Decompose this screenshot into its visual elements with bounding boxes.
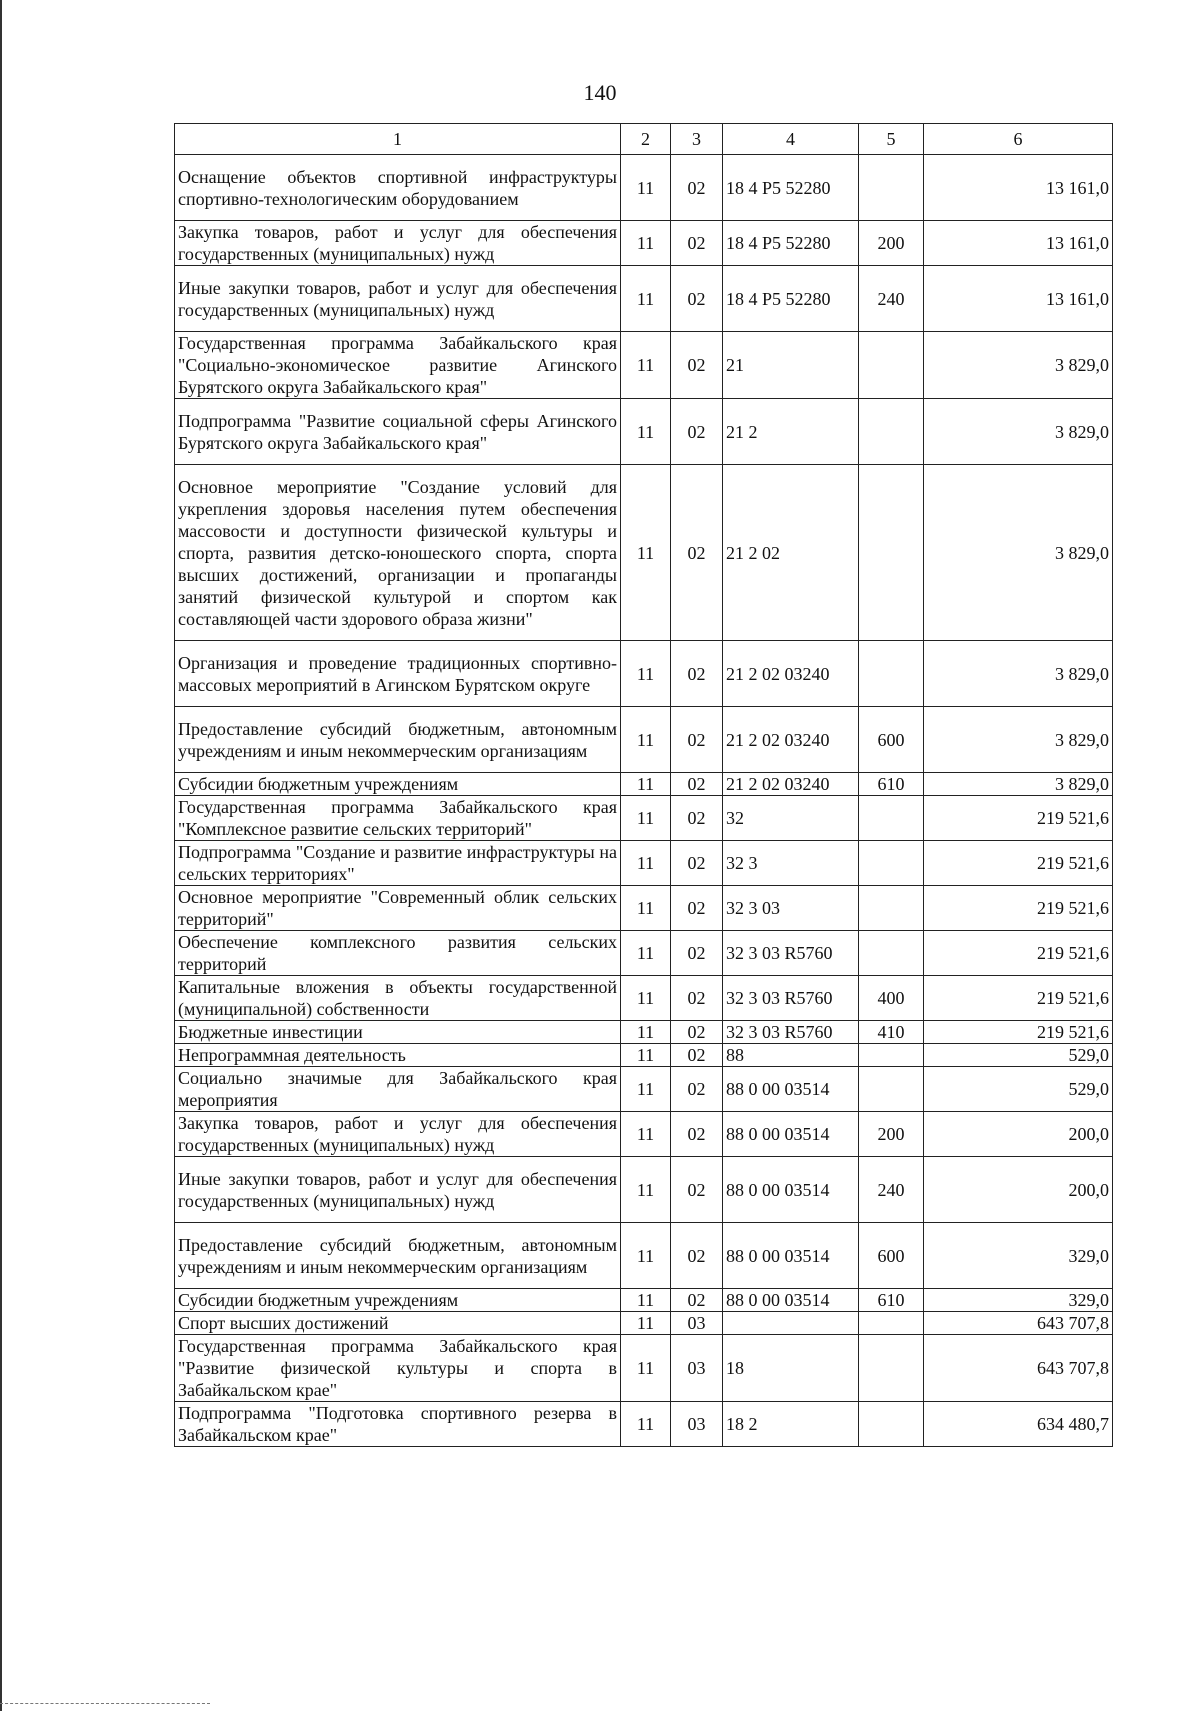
- table-row: [175, 931, 1113, 976]
- table-row: [175, 707, 1113, 773]
- row-expense-type-cell: 410: [859, 1021, 924, 1044]
- row-amount-cell: 13 161,0: [924, 266, 1113, 332]
- row-expense-type-cell: 600: [859, 707, 924, 773]
- row-amount-cell: 219 521,6: [924, 931, 1113, 976]
- row-section-cell: 11: [621, 1021, 671, 1044]
- table-row: [175, 155, 1113, 221]
- row-name-cell: Субсидии бюджетным учреждениям: [175, 773, 621, 796]
- row-subsection-cell: 02: [671, 1044, 723, 1067]
- row-section-cell: 11: [621, 221, 671, 266]
- row-section-cell: 11: [621, 931, 671, 976]
- row-expense-type-cell: 600: [859, 1223, 924, 1289]
- row-expense-type-cell: [859, 1044, 924, 1067]
- table-row: [175, 886, 1113, 931]
- row-target-code-cell: [723, 1312, 859, 1335]
- row-name-cell: Подпрограмма "Развитие социальной сферы Агинского Бурятского округа Забайкальского края": [175, 399, 621, 465]
- row-name-cell: Иные закупки товаров, работ и услуг для обеспечения государственных (муниципальных) нужд: [175, 1157, 621, 1223]
- row-target-code-cell: 21 2 02 03240: [723, 641, 859, 707]
- row-section-cell: 11: [621, 1067, 671, 1112]
- row-name-cell: Государственная программа Забайкальского края "Комплексное развитие сельских территорий": [175, 796, 621, 841]
- row-target-code-cell: 21 2 02 03240: [723, 707, 859, 773]
- row-subsection-cell: 02: [671, 1289, 723, 1312]
- row-subsection-cell: 02: [671, 1112, 723, 1157]
- row-target-code-cell: 18 4 P5 52280: [723, 155, 859, 221]
- table-row: [175, 976, 1113, 1021]
- row-amount-cell: 529,0: [924, 1044, 1113, 1067]
- row-expense-type-cell: [859, 841, 924, 886]
- row-amount-cell: 634 480,7: [924, 1402, 1113, 1447]
- table-row: [175, 1289, 1113, 1312]
- row-target-code-cell: 88 0 00 03514: [723, 1157, 859, 1223]
- row-subsection-cell: 02: [671, 1067, 723, 1112]
- row-name-cell: Спорт высших достижений: [175, 1312, 621, 1335]
- row-amount-cell: 13 161,0: [924, 155, 1113, 221]
- row-name-cell: Предоставление субсидий бюджетным, автономным учреждениям и иным некоммерческим организациям: [175, 1223, 621, 1289]
- row-subsection-cell: 02: [671, 886, 723, 931]
- row-subsection-cell: 02: [671, 399, 723, 465]
- column-header-1: 1: [175, 124, 621, 155]
- row-target-code-cell: 18: [723, 1335, 859, 1402]
- row-section-cell: 11: [621, 1335, 671, 1402]
- row-target-code-cell: 32 3 03 R5760: [723, 931, 859, 976]
- row-name-cell: Иные закупки товаров, работ и услуг для обеспечения государственных (муниципальных) нужд: [175, 266, 621, 332]
- row-expense-type-cell: 400: [859, 976, 924, 1021]
- row-expense-type-cell: [859, 886, 924, 931]
- row-section-cell: 11: [621, 465, 671, 641]
- row-amount-cell: 200,0: [924, 1112, 1113, 1157]
- row-target-code-cell: 88 0 00 03514: [723, 1067, 859, 1112]
- table-row: [175, 1335, 1113, 1402]
- row-subsection-cell: 02: [671, 266, 723, 332]
- table-row: [175, 1112, 1113, 1157]
- row-target-code-cell: 88: [723, 1044, 859, 1067]
- row-amount-cell: 219 521,6: [924, 1021, 1113, 1044]
- column-header-5: 5: [859, 124, 924, 155]
- column-header-6: 6: [924, 124, 1113, 155]
- row-amount-cell: 219 521,6: [924, 796, 1113, 841]
- row-name-cell: Предоставление субсидий бюджетным, автономным учреждениям и иным некоммерческим организациям: [175, 707, 621, 773]
- row-subsection-cell: 02: [671, 1021, 723, 1044]
- row-expense-type-cell: 240: [859, 266, 924, 332]
- row-section-cell: 11: [621, 841, 671, 886]
- row-name-cell: Основное мероприятие "Современный облик сельских территорий": [175, 886, 621, 931]
- row-section-cell: 11: [621, 266, 671, 332]
- table-row: [175, 1312, 1113, 1335]
- row-amount-cell: 643 707,8: [924, 1312, 1113, 1335]
- table-row: [175, 266, 1113, 332]
- row-section-cell: 11: [621, 1312, 671, 1335]
- header-row: [175, 124, 1113, 155]
- row-amount-cell: 219 521,6: [924, 976, 1113, 1021]
- row-section-cell: 11: [621, 1223, 671, 1289]
- row-subsection-cell: 02: [671, 221, 723, 266]
- row-name-cell: Подпрограмма "Подготовка спортивного резерва в Забайкальском крае": [175, 1402, 621, 1447]
- row-name-cell: Организация и проведение традиционных спортивно-массовых мероприятий в Агинском Бурятском округе: [175, 641, 621, 707]
- row-subsection-cell: 02: [671, 773, 723, 796]
- row-subsection-cell: 03: [671, 1312, 723, 1335]
- row-expense-type-cell: [859, 1402, 924, 1447]
- row-amount-cell: 219 521,6: [924, 841, 1113, 886]
- row-subsection-cell: 02: [671, 332, 723, 399]
- row-expense-type-cell: [859, 1312, 924, 1335]
- row-expense-type-cell: [859, 931, 924, 976]
- row-name-cell: Государственная программа Забайкальского края "Развитие физической культуры и спорта в Забайкальском крае": [175, 1335, 621, 1402]
- row-expense-type-cell: [859, 155, 924, 221]
- table-row: [175, 1044, 1113, 1067]
- table-row: [175, 641, 1113, 707]
- row-target-code-cell: 21 2: [723, 399, 859, 465]
- row-target-code-cell: 21: [723, 332, 859, 399]
- row-name-cell: Оснащение объектов спортивной инфраструктуры спортивно-технологическим оборудованием: [175, 155, 621, 221]
- scan-edge-left: [0, 0, 2, 1711]
- row-target-code-cell: 32 3 03 R5760: [723, 1021, 859, 1044]
- scan-edge-bottom: [0, 1703, 210, 1705]
- row-section-cell: 11: [621, 976, 671, 1021]
- row-target-code-cell: 32 3 03: [723, 886, 859, 931]
- row-amount-cell: 3 829,0: [924, 707, 1113, 773]
- row-subsection-cell: 03: [671, 1402, 723, 1447]
- row-target-code-cell: 32 3 03 R5760: [723, 976, 859, 1021]
- row-amount-cell: 329,0: [924, 1223, 1113, 1289]
- row-target-code-cell: 88 0 00 03514: [723, 1289, 859, 1312]
- row-subsection-cell: 02: [671, 1223, 723, 1289]
- row-target-code-cell: 18 2: [723, 1402, 859, 1447]
- row-section-cell: 11: [621, 641, 671, 707]
- table-row: [175, 796, 1113, 841]
- row-target-code-cell: 32: [723, 796, 859, 841]
- row-name-cell: Капитальные вложения в объекты государственной (муниципальной) собственности: [175, 976, 621, 1021]
- row-subsection-cell: 03: [671, 1335, 723, 1402]
- row-subsection-cell: 02: [671, 641, 723, 707]
- row-amount-cell: 643 707,8: [924, 1335, 1113, 1402]
- row-name-cell: Закупка товаров, работ и услуг для обеспечения государственных (муниципальных) нужд: [175, 1112, 621, 1157]
- row-amount-cell: 13 161,0: [924, 221, 1113, 266]
- row-section-cell: 11: [621, 1402, 671, 1447]
- row-subsection-cell: 02: [671, 1157, 723, 1223]
- table-row: [175, 841, 1113, 886]
- row-name-cell: Государственная программа Забайкальского края "Социально-экономическое развитие Агинского Бурятского округа Забайкальского края": [175, 332, 621, 399]
- row-amount-cell: 3 829,0: [924, 399, 1113, 465]
- table-row: [175, 1021, 1113, 1044]
- row-amount-cell: 200,0: [924, 1157, 1113, 1223]
- row-target-code-cell: 32 3: [723, 841, 859, 886]
- row-amount-cell: 3 829,0: [924, 641, 1113, 707]
- row-section-cell: 11: [621, 1289, 671, 1312]
- row-name-cell: Социально значимые для Забайкальского края мероприятия: [175, 1067, 621, 1112]
- row-expense-type-cell: 200: [859, 1112, 924, 1157]
- row-name-cell: Субсидии бюджетным учреждениям: [175, 1289, 621, 1312]
- column-header-4: 4: [723, 124, 859, 155]
- table-row: [175, 1067, 1113, 1112]
- row-section-cell: 11: [621, 155, 671, 221]
- row-target-code-cell: 21 2 02: [723, 465, 859, 641]
- row-target-code-cell: 18 4 P5 52280: [723, 266, 859, 332]
- row-amount-cell: 3 829,0: [924, 332, 1113, 399]
- row-subsection-cell: 02: [671, 931, 723, 976]
- row-subsection-cell: 02: [671, 976, 723, 1021]
- row-section-cell: 11: [621, 773, 671, 796]
- row-expense-type-cell: 240: [859, 1157, 924, 1223]
- row-section-cell: 11: [621, 707, 671, 773]
- row-section-cell: 11: [621, 1157, 671, 1223]
- row-amount-cell: 3 829,0: [924, 465, 1113, 641]
- row-subsection-cell: 02: [671, 155, 723, 221]
- table-row: [175, 465, 1113, 641]
- column-header-2: 2: [621, 124, 671, 155]
- row-section-cell: 11: [621, 399, 671, 465]
- table-row: [175, 1402, 1113, 1447]
- row-name-cell: Подпрограмма "Создание и развитие инфраструктуры на сельских территориях": [175, 841, 621, 886]
- row-expense-type-cell: [859, 465, 924, 641]
- row-amount-cell: 329,0: [924, 1289, 1113, 1312]
- row-name-cell: Закупка товаров, работ и услуг для обеспечения государственных (муниципальных) нужд: [175, 221, 621, 266]
- row-target-code-cell: 21 2 02 03240: [723, 773, 859, 796]
- table-row: [175, 1157, 1113, 1223]
- page-number: 140: [583, 80, 617, 105]
- row-name-cell: Обеспечение комплексного развития сельских территорий: [175, 931, 621, 976]
- budget-table: [174, 123, 1113, 1447]
- table-row: [175, 773, 1113, 796]
- row-section-cell: 11: [621, 1112, 671, 1157]
- row-amount-cell: 3 829,0: [924, 773, 1113, 796]
- row-subsection-cell: 02: [671, 796, 723, 841]
- row-expense-type-cell: [859, 1335, 924, 1402]
- row-name-cell: Бюджетные инвестиции: [175, 1021, 621, 1044]
- row-subsection-cell: 02: [671, 707, 723, 773]
- row-expense-type-cell: [859, 332, 924, 399]
- row-expense-type-cell: [859, 1067, 924, 1112]
- table-row: [175, 332, 1113, 399]
- row-expense-type-cell: [859, 641, 924, 707]
- row-expense-type-cell: [859, 399, 924, 465]
- row-expense-type-cell: 610: [859, 773, 924, 796]
- row-section-cell: 11: [621, 1044, 671, 1067]
- row-target-code-cell: 88 0 00 03514: [723, 1112, 859, 1157]
- row-subsection-cell: 02: [671, 465, 723, 641]
- row-section-cell: 11: [621, 886, 671, 931]
- row-expense-type-cell: [859, 796, 924, 841]
- row-expense-type-cell: 200: [859, 221, 924, 266]
- row-target-code-cell: 18 4 P5 52280: [723, 221, 859, 266]
- row-expense-type-cell: 610: [859, 1289, 924, 1312]
- row-amount-cell: 219 521,6: [924, 886, 1113, 931]
- row-amount-cell: 529,0: [924, 1067, 1113, 1112]
- table-row: [175, 221, 1113, 266]
- row-section-cell: 11: [621, 332, 671, 399]
- row-subsection-cell: 02: [671, 841, 723, 886]
- row-name-cell: Непрограммная деятельность: [175, 1044, 621, 1067]
- table-body: [175, 155, 1113, 1447]
- row-name-cell: Основное мероприятие "Создание условий для укрепления здоровья населения путем обеспечения массовости и доступности физической культуры и спорта, развития детско-юношеского спорта, спорта высших достижений, организации и пропаганды занятий физической культурой и спортом как составляющей части здорового образа жизни": [175, 465, 621, 641]
- table-row: [175, 1223, 1113, 1289]
- row-target-code-cell: 88 0 00 03514: [723, 1223, 859, 1289]
- row-section-cell: 11: [621, 796, 671, 841]
- column-header-3: 3: [671, 124, 723, 155]
- table-row: [175, 399, 1113, 465]
